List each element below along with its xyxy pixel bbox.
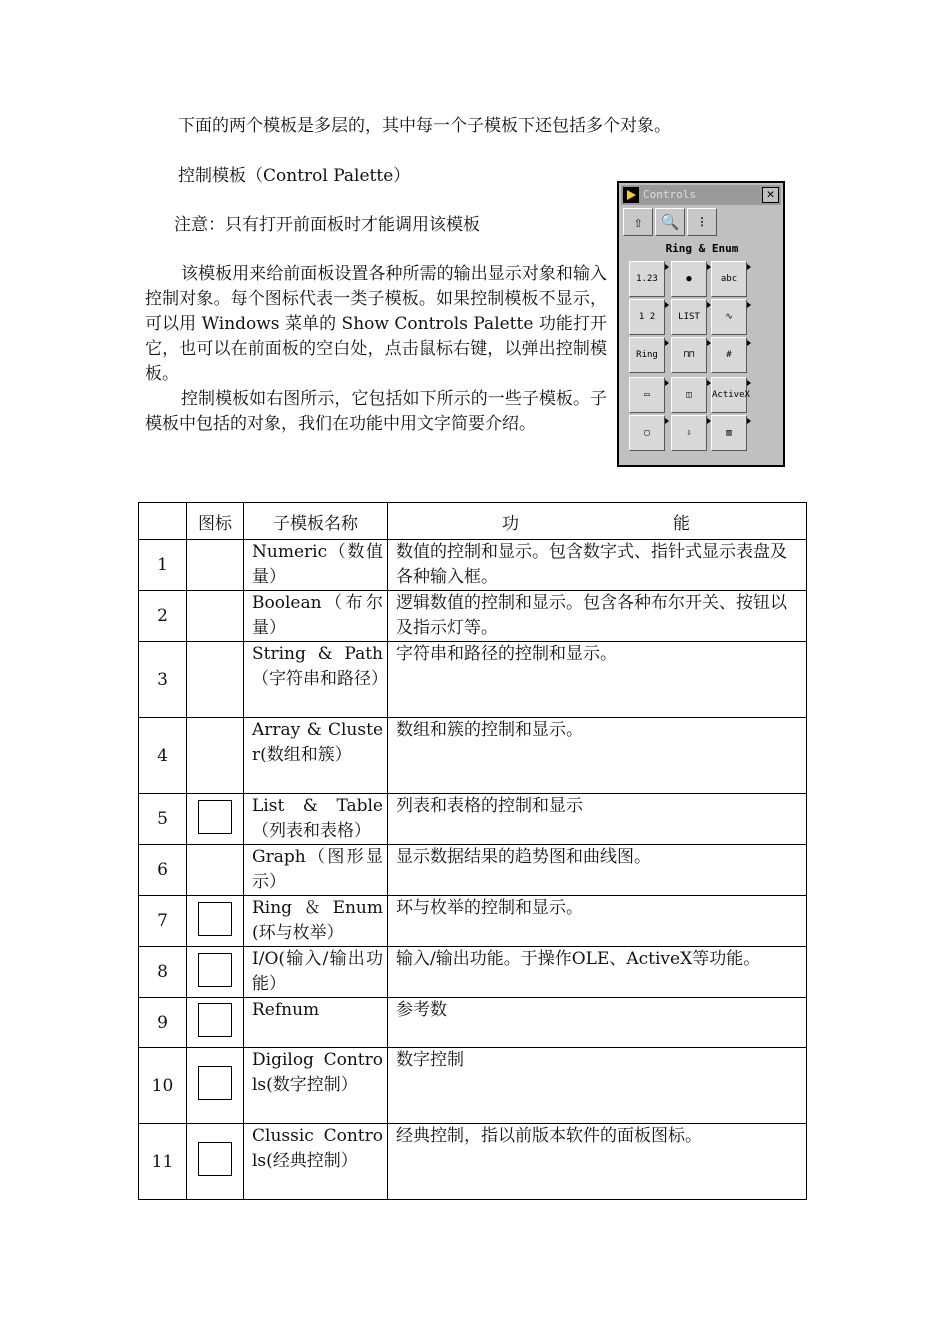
- palette-titlebar[interactable]: [621, 185, 781, 205]
- row-number: 4: [139, 718, 187, 794]
- header-function: [388, 503, 807, 540]
- subpalette-function: 显示数据结果的趋势图和曲线图。: [388, 845, 807, 896]
- palette-subpalette-icon[interactable]: LIST: [671, 299, 707, 335]
- palette-subpalette-icon[interactable]: ActiveX: [711, 377, 747, 413]
- row-icon-cell: [187, 1048, 244, 1124]
- header-icon: 图标: [187, 503, 244, 540]
- body-paragraph-2: 控制模板如右图所示，它包括如下所示的一些子模板。子模板中包括的对象，我们在功能中用文字简要介绍。: [145, 389, 607, 434]
- subpalette-function: 环与枚举的控制和显示。: [388, 896, 807, 947]
- palette-subpalette-icon[interactable]: ⊓⊓: [671, 337, 707, 373]
- placeholder-icon: [198, 1003, 232, 1037]
- row-number: 9: [139, 998, 187, 1048]
- up-arrow-icon[interactable]: ⇧: [623, 208, 653, 236]
- row-icon-cell: [187, 540, 244, 591]
- placeholder-icon: [198, 800, 232, 834]
- palette-subpalette-icon[interactable]: #: [711, 337, 747, 373]
- options-icon[interactable]: ⁝: [687, 208, 717, 236]
- palette-subpalette-icon[interactable]: 1.23: [629, 261, 665, 297]
- row-number: 10: [139, 1048, 187, 1124]
- row-icon-cell: [187, 1124, 244, 1200]
- row-number: 1: [139, 540, 187, 591]
- subpalette-table: [138, 502, 807, 1200]
- labview-app-icon: [623, 187, 639, 203]
- table-row: [139, 845, 807, 896]
- header-function-b: 能: [673, 513, 690, 534]
- row-number: 5: [139, 794, 187, 845]
- row-number: 6: [139, 845, 187, 896]
- row-icon-cell: [187, 947, 244, 998]
- table-row: [139, 718, 807, 794]
- table-row: [139, 642, 807, 718]
- row-number: 3: [139, 642, 187, 718]
- subpalette-name: List & Table（列表和表格）: [244, 794, 388, 845]
- row-number: 7: [139, 896, 187, 947]
- row-icon-cell: [187, 642, 244, 718]
- subpalette-function: 数字控制: [388, 1048, 807, 1124]
- row-icon-cell: [187, 794, 244, 845]
- palette-subpalette-icon[interactable]: ●: [671, 261, 707, 297]
- palette-toolbar: [623, 208, 779, 238]
- placeholder-icon: [198, 902, 232, 936]
- section-title: 控制模板（Control Palette）: [178, 166, 411, 186]
- palette-subpalette-icon[interactable]: ▭: [629, 377, 665, 413]
- row-icon-cell: [187, 591, 244, 642]
- palette-subpalette-icon[interactable]: ▢: [629, 415, 665, 451]
- table-row: [139, 947, 807, 998]
- subpalette-name: Refnum: [244, 998, 388, 1048]
- subpalette-function: 参考数: [388, 998, 807, 1048]
- subpalette-function: 数值的控制和显示。包含数字式、指针式显示表盘及各种输入框。: [388, 540, 807, 591]
- subpalette-name: String & Path（字符串和路径）: [244, 642, 388, 718]
- intro-text: 下面的两个模板是多层的，其中每一个子模板下还包括多个对象。: [178, 116, 671, 136]
- placeholder-icon: [198, 1142, 232, 1176]
- subpalette-function: 数组和簇的控制和显示。: [388, 718, 807, 794]
- row-number: 2: [139, 591, 187, 642]
- header-blank: [139, 503, 187, 540]
- controls-palette-window: [617, 181, 785, 467]
- note-text: 注意：只有打开前面板时才能调用该模板: [174, 215, 480, 235]
- table-header-row: [139, 503, 807, 540]
- table-row: [139, 998, 807, 1048]
- palette-subpalette-icon[interactable]: Ring: [629, 337, 665, 373]
- row-icon-cell: [187, 845, 244, 896]
- row-number: 8: [139, 947, 187, 998]
- palette-title: Controls: [643, 188, 696, 201]
- placeholder-icon: [198, 1066, 232, 1100]
- body-paragraph-1: 该模板用来给前面板设置各种所需的输出显示对象和输入控制对象。每个图标代表一类子模板。如果控制模板不显示，可以用 Windows 菜单的 Show Controls Palette 功能打开它，也可以在前面板的空白处，点击鼠标右键，以弹出控制模板。: [145, 264, 607, 384]
- row-icon-cell: [187, 896, 244, 947]
- subpalette-function: 经典控制，指以前版本软件的面板图标。: [388, 1124, 807, 1200]
- subpalette-function: 字符串和路径的控制和显示。: [388, 642, 807, 718]
- header-function-a: 功: [502, 513, 519, 534]
- subpalette-name: Array & Cluster(数组和簇）: [244, 718, 388, 794]
- row-icon-cell: [187, 998, 244, 1048]
- table-row: [139, 794, 807, 845]
- subpalette-name: Boolean（布尔量）: [244, 591, 388, 642]
- table-row: [139, 591, 807, 642]
- subpalette-name: Digilog Controls(数字控制）: [244, 1048, 388, 1124]
- table-row: [139, 896, 807, 947]
- row-icon-cell: [187, 718, 244, 794]
- table-row: [139, 1048, 807, 1124]
- subpalette-function: 逻辑数值的控制和显示。包含各种布尔开关、按钮以及指示灯等。: [388, 591, 807, 642]
- subpalette-name: Graph（图形显示）: [244, 845, 388, 896]
- palette-subpalette-icon[interactable]: ▥: [711, 415, 747, 451]
- subpalette-function: 列表和表格的控制和显示: [388, 794, 807, 845]
- search-icon[interactable]: 🔍: [655, 208, 685, 236]
- palette-subpalette-icon[interactable]: ∿: [711, 299, 747, 335]
- placeholder-icon: [198, 953, 232, 987]
- subpalette-function: 输入/输出功能。于操作OLE、ActiveX等功能。: [388, 947, 807, 998]
- palette-subpalette-icon[interactable]: 1 2: [629, 299, 665, 335]
- palette-subtitle: Ring & Enum: [665, 242, 739, 255]
- subpalette-name: I/O(输入/输出功能）: [244, 947, 388, 998]
- subpalette-name: Numeric（数值量）: [244, 540, 388, 591]
- table-row: [139, 1124, 807, 1200]
- subpalette-name: Ring＆Enum(环与枚举）: [244, 896, 388, 947]
- palette-subpalette-icon[interactable]: abc: [711, 261, 747, 297]
- header-name: 子模板名称: [244, 503, 388, 540]
- palette-subpalette-icon[interactable]: ◫: [671, 377, 707, 413]
- table-row: [139, 540, 807, 591]
- row-number: 11: [139, 1124, 187, 1200]
- palette-subpalette-icon[interactable]: ⇩: [671, 415, 707, 451]
- close-button[interactable]: ✕: [762, 187, 779, 203]
- subpalette-name: Clussic Controls(经典控制）: [244, 1124, 388, 1200]
